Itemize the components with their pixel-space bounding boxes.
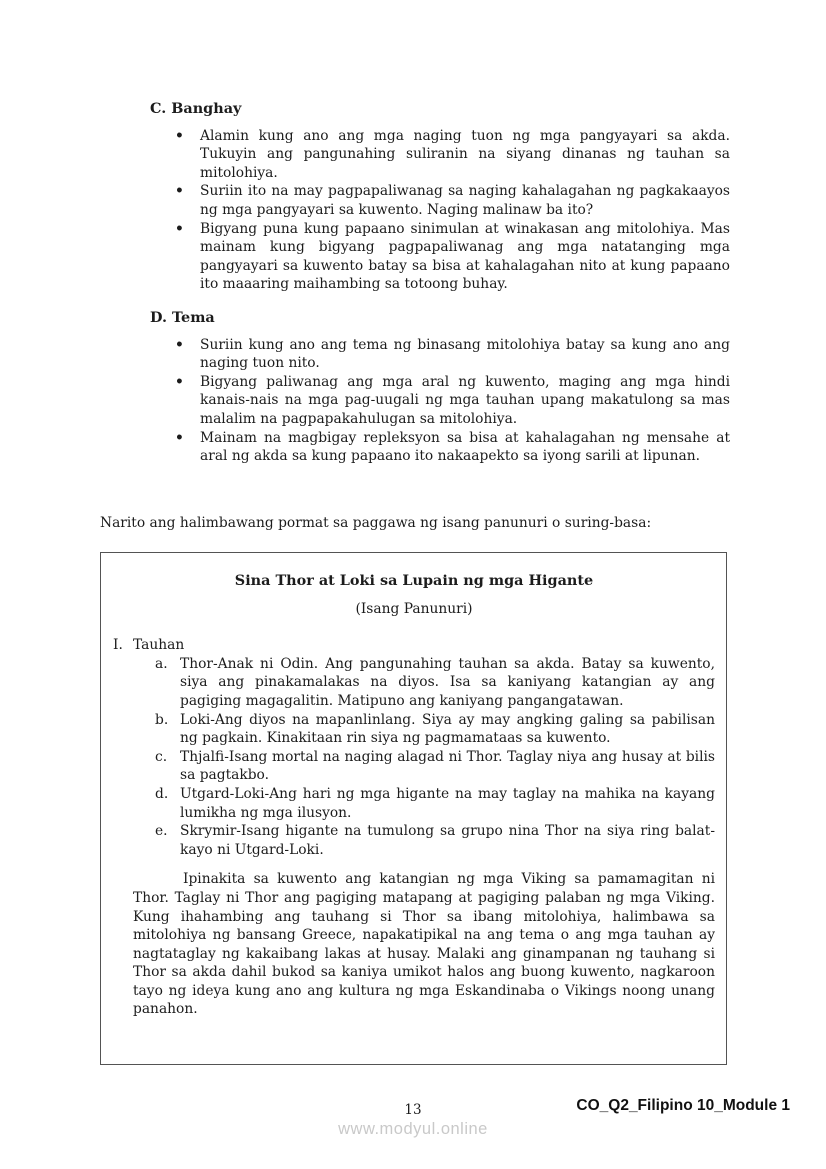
watermark: www.modyul.online [338,1120,488,1138]
item-text: Thjalfi-Isang mortal na naging alagad ni Thor. Taglay niya ang husay at bilis sa pagtakbo. [180,748,715,784]
section-tema-heading: D. Tema [150,309,215,326]
section-tema-bullets [150,336,730,466]
section-banghay-bullets [150,127,730,294]
bullet-item [150,429,730,466]
example-title: Sina Thor at Loki sa Lupain ng mga Higante [234,572,594,589]
example-subtitle: (Isang Panunuri) [355,600,473,617]
item-letter: c. [155,748,168,765]
bullet-item [150,373,730,429]
bullet-text: Bigyang puna kung papaano sinimulan at winakasan ang mitolohiya. Mas mainam kung bigyang pagpapaliwanag ang mga natatanging mga pangyayari sa kuwento batay sa bisa at kahalagahan nito at kung papaano ito maaaring maihambing sa totoong buhay. [200,220,730,293]
bullet-icon [175,182,200,219]
item-text: Skrymir-Isang higante na tumulong sa grupo nina Thor na siya ring balat-kayo ni Utgard-Loki. [180,823,715,858]
bullet-text: Bigyang paliwanag ang mga aral ng kuwento, maging ang mga hindi kanais-nais na mga pag-uugali ng mga tauhan upang makatulong sa mas malalim na pagpapakahulugan sa mitolohiya. [200,373,730,427]
bullet-item [150,220,730,294]
section-tema [150,309,730,466]
list-title: Tauhan [133,637,185,654]
item-text: Loki-Ang diyos na mapanlinlang. Siya ay may angking galing sa pabilisan ng pagkain. Kinakitaan rin siya ng pagmamataas sa kuwento. [180,711,715,747]
bullet-item [150,182,730,219]
bullet-icon [175,127,200,183]
bullet-text: Mainam na magbigay repleksyon sa bisa at kahalagahan ng mensahe at aral ng akda sa kung papaano ito nakaapekto sa iyong sarili at lipunan. [200,429,730,465]
section-banghay-heading: C. Banghay [150,100,242,117]
example-box [100,552,727,1065]
item-text: Utgard-Loki-Ang hari ng mga higante na may taglay na mahika na kayang lumikha ng mga ilusyon. [180,785,715,821]
item-text: Thor-Anak ni Odin. Ang pangunahing tauhan sa akda. Batay sa kuwento, siya ang pinakamalakas na diyos. Isa sa kaniyang katangian ay ang pagiging magagalitin. Matipuno ang kaniyang pangangatawan. [180,655,715,709]
list-item [155,785,715,822]
list-item [155,748,715,785]
example-paragraph: Ipinakita sa kuwento ang katangian ng mga Viking sa pamamagitan ni Thor. Taglay ni Thor ang pagiging matapang at pagiging palaban ng mga Viking. Kung ihahambing ang tauhang si Thor sa ibang mitolohiya, halimbawa sa mitolohiya ng bansang Greece, napakatipikal na ang tema o ang mga tauhan ay nagtataglay ng kakaibang lakas at husay. Malaki ang ginampanan ng tauhang si Thor sa akda dahil bukod sa kaniya umikot halos ang buong kuwento, nagkaroon tayo ng ideya kung ano ang kultura ng mga Eskandinaba o Vikings noong unang panahon. [133,871,715,1018]
section-banghay [150,100,730,294]
bullet-item [150,127,730,183]
list-item [155,655,715,711]
bullet-item [150,336,730,373]
list-item [155,822,715,859]
module-label: CO_Q2_Filipino 10_Module 1 [576,1097,790,1114]
tauhan-items [155,655,715,860]
item-letter: e. [155,823,168,840]
page-number: 13 [404,1102,422,1118]
bullet-text: Alamin kung ano ang mga naging tuon ng mga pangyayari sa akda. Tukuyin ang pangunahing suliranin na siyang dinanas ng tauhan sa mitolohiya. [200,127,730,181]
bullet-text: Suriin kung ano ang tema ng binasang mitolohiya batay sa kung ano ang naging tuon nito. [200,336,730,372]
item-letter: d. [155,785,169,802]
bullet-icon [175,220,200,294]
item-letter: a. [155,655,168,672]
bullet-text: Suriin ito na may pagpapaliwanag sa naging kahalagahan ng pagkakaayos ng mga pangyayari sa kuwento. Naging malinaw ba ito? [200,183,730,218]
list-item [155,711,715,748]
intro-text: Narito ang halimbawang pormat sa paggawa ng isang panunuri o suring-basa: [100,515,652,531]
bullet-icon [175,336,200,373]
tauhan-list-header [113,636,715,655]
item-letter: b. [155,711,169,728]
roman-numeral: I. [113,637,123,654]
bullet-icon [175,429,200,466]
bullet-icon [175,373,200,429]
